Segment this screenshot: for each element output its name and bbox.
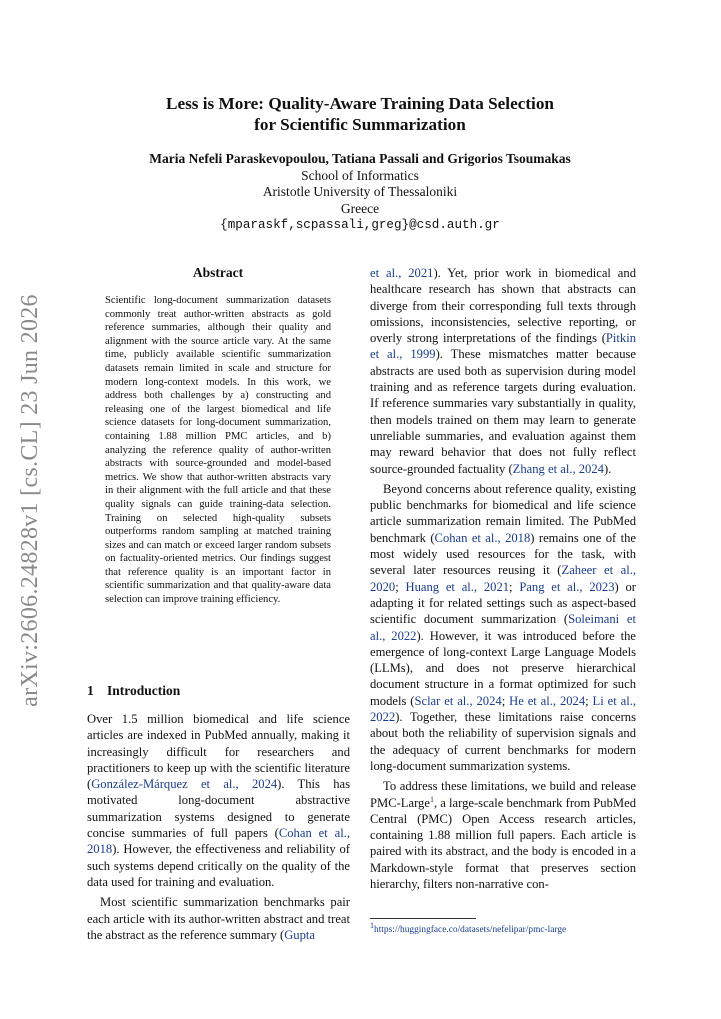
citation-link[interactable]: Li et al., 2022 — [370, 693, 637, 725]
intro-paragraph-3 — [370, 481, 636, 774]
text-run: ). However, it was introduced before the emergence of long-context Large Language Models (LLMs), and does not preserve hierarchical document structure in a format optimized for such models ( — [370, 628, 636, 708]
text-run: ). These mismatches matter because abstracts are used both as supervision during model training and as reference targets during evaluation. If reference summaries vary substantially in quality, then models trained on them may learn to generate unreliable summaries, and evaluation against them may reward behavior that does not fully reflect source-grounded factuality ( — [370, 347, 636, 476]
citation-link[interactable]: Cohan et al., 2018 — [87, 826, 351, 857]
intro-paragraph-2-cont — [370, 265, 636, 477]
intro-paragraph-2-start — [87, 894, 350, 943]
text-run: ). However, the effectiveness and reliability of such systems depend critically on the quality of the data used for training and evaluation. — [87, 842, 350, 889]
intro-paragraph-4 — [370, 778, 636, 892]
title-line-2: for Scientific Summarization — [254, 115, 466, 134]
citation-link[interactable]: He et al., 2024 — [509, 693, 586, 708]
text-run: ). Together, these limitations raise concerns about both the reliability of supervision signals and the adequacy of current benchmarks for modern long-document summarization systems. — [370, 710, 636, 773]
text-run: ; — [509, 579, 520, 594]
paper-title — [90, 93, 630, 135]
citation-link[interactable]: Zhang et al., 2024 — [512, 461, 604, 476]
intro-paragraph-1 — [87, 711, 350, 890]
section-number: 1 — [87, 683, 94, 698]
text-run: ) or adapting it for related settings such as aspect-based scientific document summarization ( — [370, 579, 636, 627]
section-title: Introduction — [107, 683, 181, 698]
abstract-heading: Abstract — [192, 265, 244, 280]
text-run: ; — [585, 693, 593, 708]
text-run: ). This has motivated long-document abstractive summarization systems designed to generate concise summaries of full papers ( — [87, 777, 350, 841]
text-run: To address these limitations, we build and release PMC-Large — [370, 779, 636, 810]
author-block — [80, 151, 640, 234]
citation-link[interactable]: Sclar et al., 2024 — [414, 693, 502, 708]
text-run: Most scientific summarization benchmarks pair each article with its author-written abstract and treat the abstract as the reference summary ( — [87, 895, 350, 942]
citation-link[interactable]: Soleimani et al., 2022 — [370, 612, 636, 643]
affiliation-school: School of Informatics — [301, 167, 419, 183]
footnote-number: 1 — [370, 920, 374, 930]
citation-link[interactable]: Huang et al., 2021 — [405, 579, 510, 594]
text-run: ). Yet, prior work in biomedical and healthcare research has shown that abstracts can diverge from their corresponding full texts through omissions, inconsistencies, selective reporting, or overly strong interpretations of the findings ( — [370, 266, 636, 346]
text-run: , a large-scale benchmark from PubMed Central (PMC) Open Access research articles, containing 1.88 million full papers. Each article is paired with its abstract, and the body is encoded in a Markdown-style format that preserves section hierarchy, filters non-narrative con- — [370, 795, 636, 891]
author-emails: {mparaskf,scpassali,greg}@csd.auth.gr — [220, 218, 500, 233]
text-run: Beyond concerns about reference quality, existing public benchmarks for biomedical and life science article summarization remain limited. The PubMed benchmark ( — [370, 481, 636, 545]
citation-link[interactable]: Cohan et al., 2018 — [434, 530, 531, 545]
footnote — [370, 920, 567, 935]
footnote-marker[interactable]: 1 — [429, 794, 434, 804]
arxiv-side-stamp — [6, 293, 54, 707]
citation-link[interactable]: González-Márquez et al., 2024 — [91, 777, 278, 792]
text-run: ) remains one of the most widely used resources for the task, with several later resources reusing it ( — [370, 530, 636, 578]
citation-link[interactable]: Gupta — [284, 927, 315, 942]
citation-link[interactable]: Pang et al., 2023 — [519, 579, 615, 594]
abstract-text: Scientific long-document summarization datasets commonly treat author-written abstracts as gold reference summaries, although their quality and alignment with the source article vary. At the same time, publicly available scientific summarization datasets remain limited in scale and structure for modern long-context models. In this work, we address both challenges by a) constructing and releasing one of the largest biomedical and life science datasets for long-document summarization, containing 1.88 million PMC articles, and b) analyzing the reference quality of author-written abstracts with source-grounded and model-based metrics. We show that author-written abstracts vary in their alignment with the full article and that these quality signals can guide training-data selection. Training on selected high-quality subsets outperforms random sampling at matched training sizes and can match or exceed larger random subsets on factuality-oriented metrics. Our findings suggest that reference quality is an important factor in scientific summarization and that quality-aware data selection can improve training efficiency. — [105, 295, 331, 606]
footnote-rule — [370, 918, 476, 919]
text-run: ). — [603, 461, 612, 476]
text-run: ; — [501, 693, 510, 708]
text-run: Over 1.5 million biomedical and life science articles are indexed in PubMed annually, making it increasingly difficult for researchers and practitioners to keep up with the scientific literature ( — [87, 712, 350, 792]
left-column-body — [87, 711, 350, 943]
footnote-url-link[interactable]: https://huggingface.co/datasets/nefelipar/pmc-large — [374, 925, 567, 935]
affiliation-country: Greece — [340, 200, 380, 216]
text-run: ; — [395, 579, 406, 594]
citation-link[interactable]: et al., 2021 — [370, 266, 434, 280]
title-line-1: Less is More: Quality-Aware Training Data Selection — [166, 94, 554, 113]
author-names: Maria Nefeli Paraskevopoulou, Tatiana Passali and Grigorios Tsoumakas — [149, 151, 571, 166]
affiliation-university: Aristotle University of Thessaloniki — [262, 184, 458, 200]
right-column-body — [370, 265, 636, 892]
citation-link[interactable]: Zaheer et al., 2020 — [370, 563, 636, 594]
section-heading-introduction — [87, 683, 180, 699]
arxiv-identifier: arXiv:2606.24828v1 [cs.CL] 23 Jun 2026 — [16, 293, 43, 707]
citation-link[interactable]: Pitkin et al., 1999 — [370, 331, 636, 362]
